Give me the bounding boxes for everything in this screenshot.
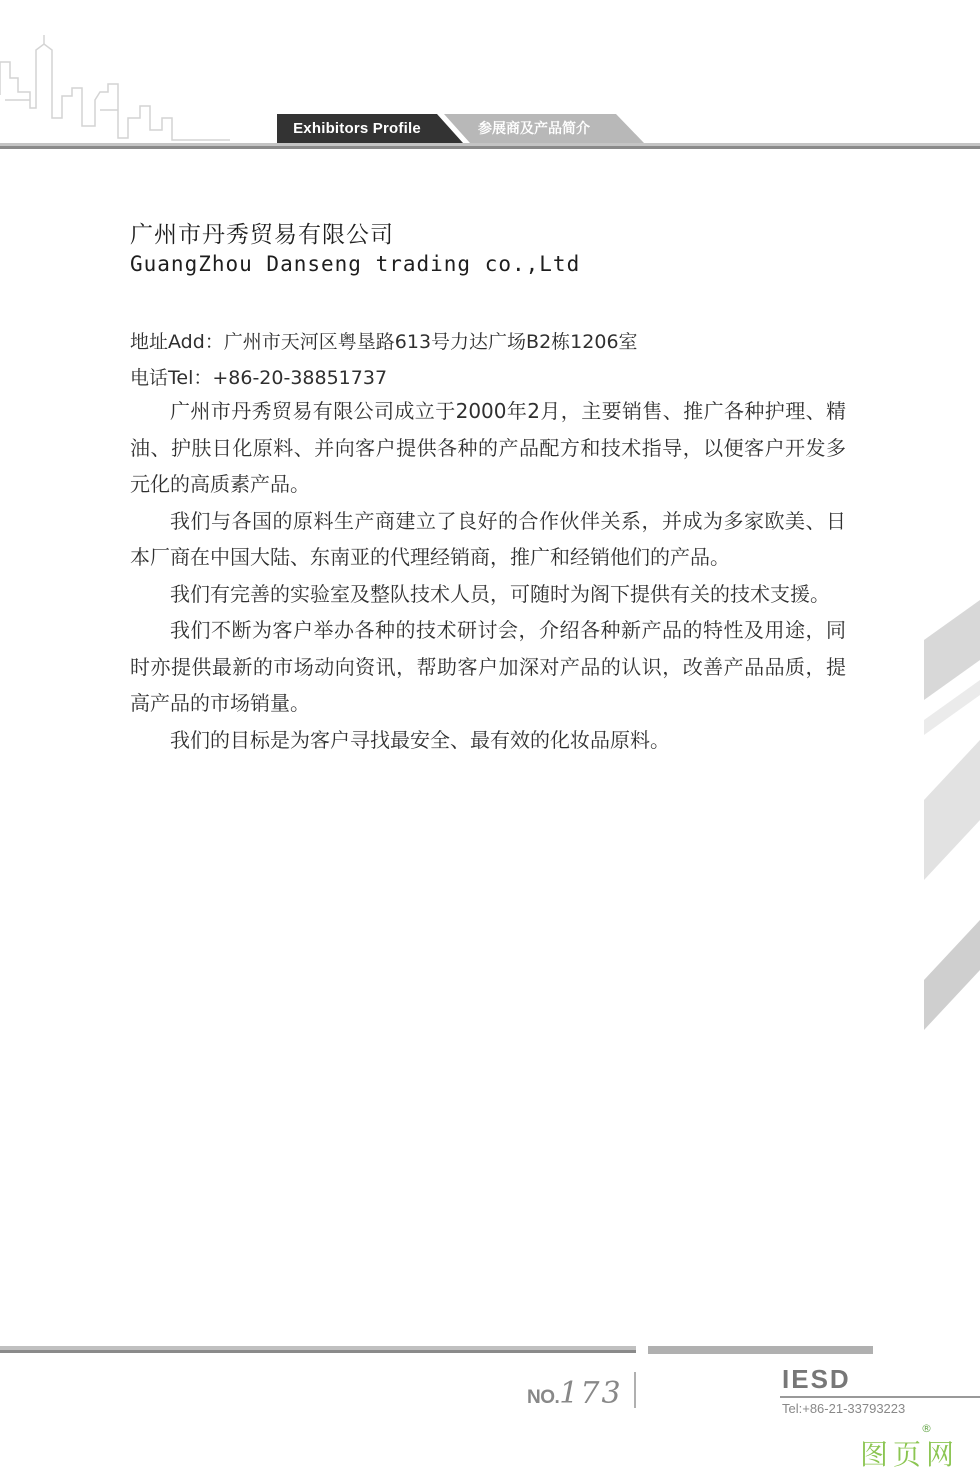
company-phone: 电话Tel：+86-20-38851737 xyxy=(130,367,388,389)
page-number-prefix: NO. xyxy=(527,1387,560,1408)
org-divider xyxy=(780,1396,980,1398)
paragraph: 我们有完善的实验室及整队技术人员，可随时为阁下提供有关的技术支援。 xyxy=(170,581,830,606)
company-name-en: GuangZhou Danseng trading co.,Ltd xyxy=(130,252,581,276)
company-address: 地址Add：广州市天河区粤垦路613号力达广场B2栋1206室 xyxy=(130,331,638,353)
page-number xyxy=(527,1376,623,1411)
org-phone: Tel:+86-21-33793223 xyxy=(782,1401,906,1416)
paragraph: 我们不断为客户举办各种的技术研讨会，介绍各种新产品的特性及用途，同时亦提供最新的市场动向资讯，帮助客户加深对产品的认识，改善产品品质，提高产品的市场销量。 xyxy=(130,618,846,715)
watermark-logo: 图页网 xyxy=(860,1438,960,1471)
org-logo-text: IESD xyxy=(782,1364,851,1394)
paragraph: 广州市丹秀贸易有限公司成立于2000年2月，主要销售、推广各种护理、精油、护肤日化原料、并向客户提供各种的产品配方和技术指导，以便客户开发多元化的高质素产品。 xyxy=(130,399,846,496)
paragraph: 我们与各国的原料生产商建立了良好的合作伙伴关系，并成为多家欧美、日本厂商在中国大陆、东南亚的代理经销商，推广和经销他们的产品。 xyxy=(130,508,846,569)
company-name-cn: 广州市丹秀贸易有限公司 xyxy=(130,222,394,248)
company-description xyxy=(130,393,846,758)
section-tab-en: Exhibitors Profile xyxy=(293,120,421,137)
section-tab-cn: 参展商及产品简介 xyxy=(478,121,590,137)
registered-mark: ® xyxy=(921,1422,932,1435)
side-stripes-decoration xyxy=(920,560,980,1040)
page-number-value: 173 xyxy=(559,1376,623,1411)
paragraph: 我们的目标是为客户寻找最安全、最有效的化妆品原料。 xyxy=(170,727,670,752)
